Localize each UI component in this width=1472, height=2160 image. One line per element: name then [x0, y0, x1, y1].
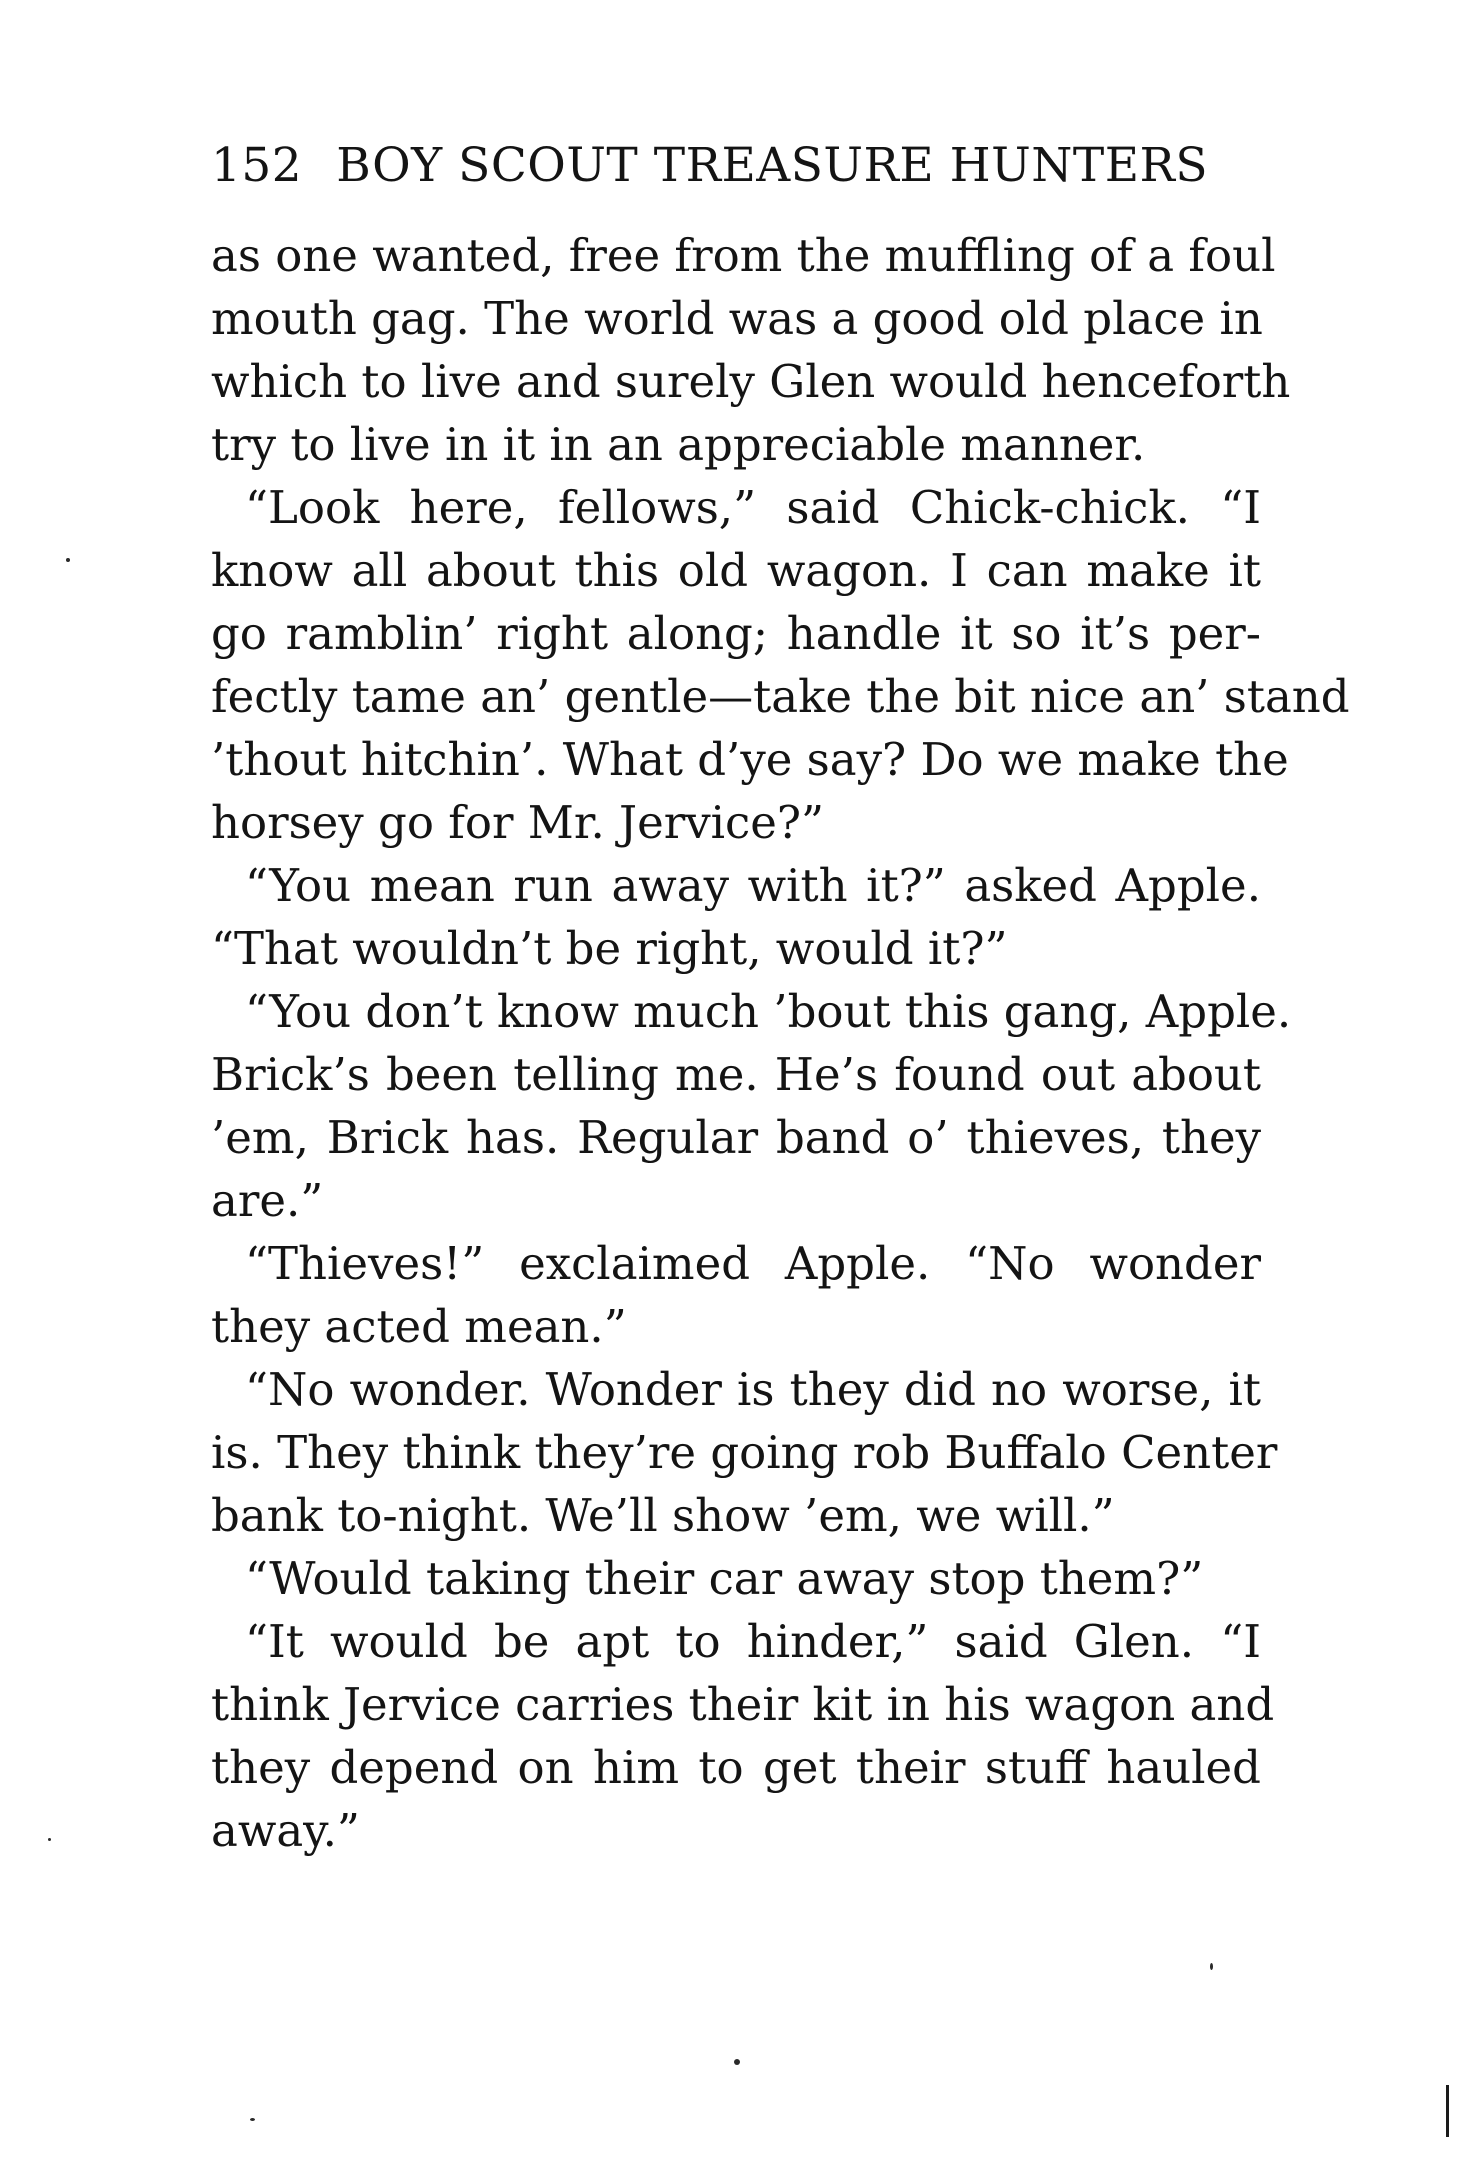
book-title: BOY SCOUT TREASURE HUNTERS [336, 138, 1209, 193]
scan-speck [734, 2059, 740, 2065]
text-line: away.” [211, 1804, 360, 1857]
text-line: know all about this old wagon. I can make it [211, 544, 1261, 597]
text-line: are.” [211, 1174, 324, 1227]
text-line: Brick’s been telling me. He’s found out about [211, 1048, 1261, 1101]
scan-speck [66, 558, 70, 562]
text-line: horsey go for Mr. Jervice?” [211, 796, 825, 849]
text-line: they acted mean.” [211, 1300, 627, 1353]
text-line: “No wonder. Wonder is they did no worse, it [245, 1363, 1261, 1416]
page-number: 152 [211, 138, 303, 193]
text-line: go ramblin’ right along; handle it so it’s per- [211, 607, 1261, 660]
text-line: as one wanted, free from the muffling of a foul [211, 229, 1276, 282]
text-line: “That wouldn’t be right, would it?” [211, 922, 1008, 975]
text-line: try to live in it in an appreciable manner. [211, 418, 1146, 471]
page-edge-mark [1446, 2085, 1449, 2137]
text-line: is. They think they’re going rob Buffalo Center [211, 1426, 1278, 1479]
scan-speck [250, 2118, 255, 2121]
text-line: “You mean run away with it?” asked Apple. [245, 859, 1261, 912]
text-line: “Would taking their car away stop them?” [245, 1552, 1204, 1605]
text-line: ’em, Brick has. Regular band o’ thieves, they [211, 1111, 1261, 1164]
text-line: “Thieves!” exclaimed Apple. “No wonder [245, 1237, 1261, 1290]
text-line: think Jervice carries their kit in his wagon and [211, 1678, 1275, 1731]
text-line: “Look here, fellows,” said Chick-chick. “I [245, 481, 1261, 534]
text-line: “It would be apt to hinder,” said Glen. “I [245, 1615, 1261, 1668]
text-line: which to live and surely Glen would henceforth [211, 355, 1291, 408]
text-line: they depend on him to get their stuff hauled [211, 1741, 1261, 1794]
text-line: ’thout hitchin’. What d’ye say? Do we make the [211, 733, 1289, 786]
scan-speck [48, 1838, 51, 1841]
text-line: fectly tame an’ gentle—take the bit nice an’ stand [211, 670, 1350, 723]
scan-speck [1210, 1963, 1213, 1970]
text-line: “You don’t know much ’bout this gang, Apple. [245, 985, 1292, 1038]
text-line: bank to-night. We’ll show ’em, we will.” [211, 1489, 1115, 1542]
text-line: mouth gag. The world was a good old place in [211, 292, 1263, 345]
running-head [211, 138, 1261, 198]
